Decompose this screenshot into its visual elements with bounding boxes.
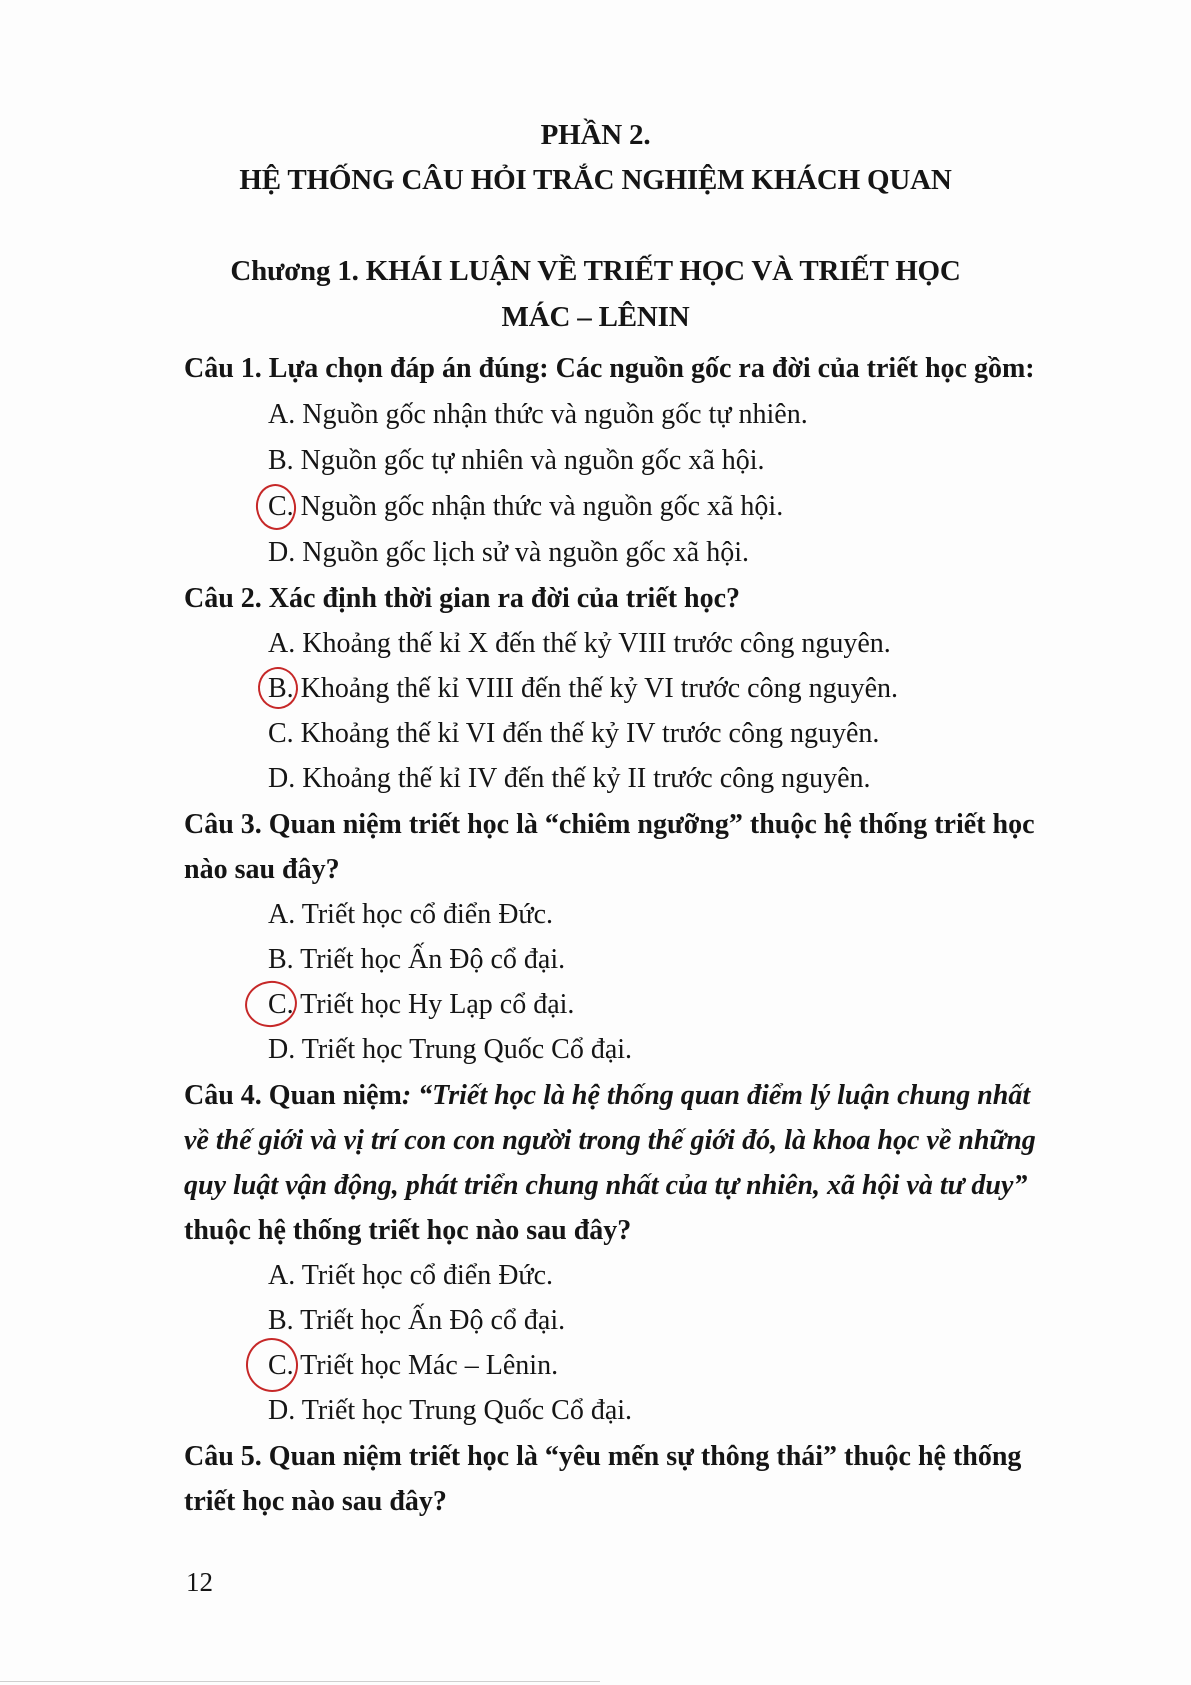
question-4-option-d: D. Triết học Trung Quốc Cổ đại. [268, 1395, 633, 1426]
question-4-quote-line-2: về thế giới và vị trí con con người trong thế giới đó, là khoa học về những [184, 1125, 1036, 1156]
question-1-text: Lựa chọn đáp án đúng: Các nguồn gốc ra đời của triết học gồm: [268, 353, 1035, 384]
question-4-quote-line-1: : “Triết học là hệ thống quan điểm lý luận chung nhất [401, 1080, 1031, 1111]
bottom-divider [0, 1681, 600, 1682]
question-3-label: Câu 3. [184, 809, 262, 840]
question-5-text-line-2: triết học nào sau đây? [184, 1486, 447, 1517]
question-1-option-c: C. Nguồn gốc nhận thức và nguồn gốc xã hội. [268, 491, 784, 522]
page-number: 12 [186, 1567, 213, 1597]
question-3-option-c: C. Triết học Hy Lạp cổ đại. [268, 989, 575, 1020]
question-2-text: Xác định thời gian ra đời của triết học? [268, 583, 741, 614]
part-number: PHẦN 2. [540, 119, 651, 151]
question-3-option-a: A. Triết học cổ điển Đức. [268, 899, 554, 930]
question-2-option-d: D. Khoảng thế kỉ IV đến thế kỷ II trước công nguyên. [268, 763, 871, 794]
question-4-label: Câu 4. [184, 1080, 262, 1111]
answer-circle-mark [242, 978, 300, 1031]
question-2-option-b: B. Khoảng thế kỉ VIII đến thế kỷ VI trước công nguyên. [268, 673, 899, 704]
question-4-lead: Quan niệm [268, 1080, 402, 1111]
question-4-text-tail: thuộc hệ thống triết học nào sau đây? [184, 1215, 632, 1246]
question-3-option-d: D. Triết học Trung Quốc Cổ đại. [268, 1034, 633, 1065]
question-3-text-line-2: nào sau đây? [184, 854, 340, 885]
part-title: HỆ THỐNG CÂU HỎI TRẮC NGHIỆM KHÁCH QUAN [239, 164, 952, 196]
question-1 [184, 352, 1035, 386]
question-3-text-line-1: Quan niệm triết học là “chiêm ngưỡng” thuộc hệ thống triết học [268, 809, 1035, 840]
question-5 [184, 1440, 1021, 1474]
question-1-option-a: A. Nguồn gốc nhận thức và nguồn gốc tự nhiên. [268, 399, 808, 430]
question-5-text-line-1: Quan niệm triết học là “yêu mến sự thông thái” thuộc hệ thống [268, 1441, 1022, 1472]
question-4 [184, 1079, 1030, 1113]
question-3-option-b: B. Triết học Ấn Độ cổ đại. [268, 944, 566, 975]
question-4-option-c: C. Triết học Mác – Lênin. [268, 1350, 559, 1381]
question-2 [184, 582, 740, 616]
question-4-option-b: B. Triết học Ấn Độ cổ đại. [268, 1305, 566, 1336]
question-1-option-d: D. Nguồn gốc lịch sử và nguồn gốc xã hội. [268, 537, 749, 568]
answer-circle-mark [242, 1335, 301, 1396]
question-5-label: Câu 5. [184, 1441, 262, 1472]
question-2-label: Câu 2. [184, 583, 262, 614]
chapter-title-line-2: MÁC – LÊNIN [501, 301, 690, 333]
question-4-option-a: A. Triết học cổ điển Đức. [268, 1260, 554, 1291]
question-4-quote-line-3: quy luật vận động, phát triển chung nhất của tự nhiên, xã hội và tư duy” [184, 1170, 1028, 1201]
question-1-label: Câu 1. [184, 353, 262, 384]
question-3 [184, 808, 1035, 842]
question-1-option-b: B. Nguồn gốc tự nhiên và nguồn gốc xã hội. [268, 445, 765, 476]
question-2-option-a: A. Khoảng thế kỉ X đến thế kỷ VIII trước công nguyên. [268, 628, 891, 659]
chapter-title-line-1: Chương 1. KHÁI LUẬN VỀ TRIẾT HỌC VÀ TRIẾT HỌC [230, 255, 961, 287]
question-2-option-c: C. Khoảng thế kỉ VI đến thế kỷ IV trước công nguyên. [268, 718, 880, 749]
